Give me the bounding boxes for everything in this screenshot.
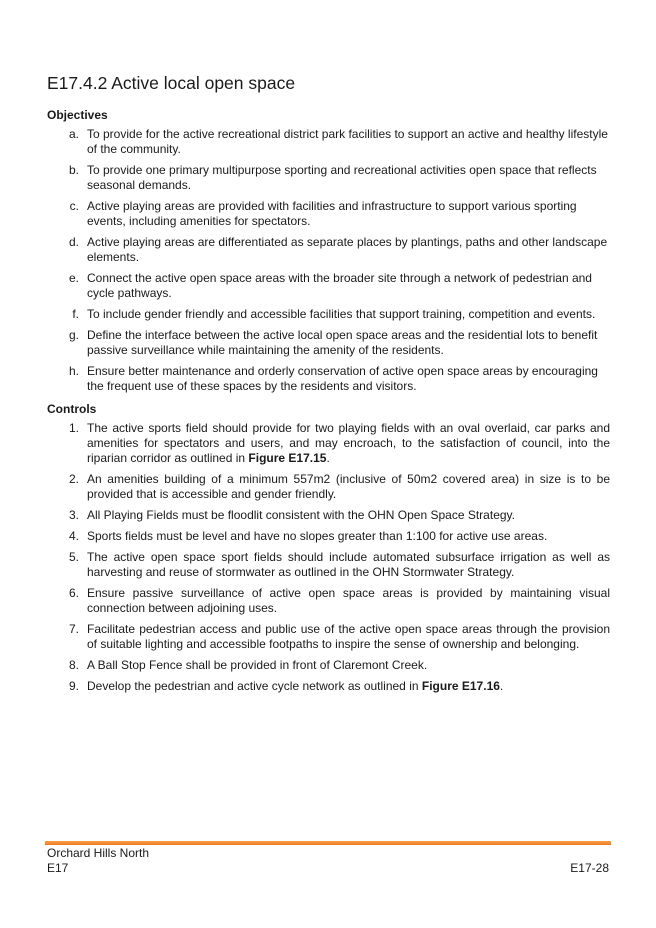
control-marker: 1.: [68, 421, 79, 435]
objective-text: To provide one primary multipurpose sporting and recreational activities open space that reflects seasonal demands.: [87, 163, 597, 192]
objective-marker: c.: [69, 199, 79, 213]
controls-heading: Controls: [47, 402, 97, 416]
control-text: The active open space sport fields should include automated subsurface irrigation as well as harvesting and reuse of stormwater as outlined in the OHN Stormwater Strategy.: [87, 550, 610, 579]
control-item: [47, 508, 610, 523]
objective-marker: f.: [72, 307, 79, 321]
objective-text: To provide for the active recreational district park facilities to support an active and healthy lifestyle of the community.: [87, 127, 608, 156]
control-marker: 7.: [68, 622, 79, 636]
control-marker: 4.: [68, 529, 79, 543]
objective-text: Active playing areas are differentiated as separate places by plantings, paths and other landscape elements.: [87, 235, 608, 264]
objective-marker: d.: [68, 235, 79, 249]
objective-text: Active playing areas are provided with facilities and infrastructure to support various sporting events, including amenities for spectators.: [87, 199, 577, 228]
objective-marker: h.: [68, 364, 79, 378]
objectives-list: [47, 127, 610, 394]
objective-marker: a.: [68, 127, 79, 141]
control-item: [47, 622, 610, 652]
control-item: [47, 658, 610, 673]
page-number: E17-28: [570, 861, 609, 875]
footer-divider: [45, 841, 611, 845]
control-text: Facilitate pedestrian access and public use of the active open space areas through the provision of suitable lighting and accessible footpaths to inspire the sense of ownership and belonging.: [87, 622, 610, 651]
control-item: [47, 529, 610, 544]
control-text: Ensure passive surveillance of active open space areas is provided by maintaining visual connection between adjoining uses.: [87, 586, 610, 615]
objectives-heading: Objectives: [47, 108, 108, 122]
objective-text: Ensure better maintenance and orderly conservation of active open space areas by encouraging the frequent use of these spaces by the residents and visitors.: [87, 364, 598, 393]
objective-item: [47, 127, 610, 157]
control-text: An amenities building of a minimum 557m2 (inclusive of 50m2 covered area) in size is to be provided that is accessible and gender friendly.: [87, 472, 610, 501]
control-text: Develop the pedestrian and active cycle network as outlined in Figure E17.16.: [87, 679, 504, 693]
objective-text: Define the interface between the active local open space areas and the residential lots to benefit passive surveillance while maintaining the amenity of the residents.: [87, 328, 598, 357]
objective-item: [47, 364, 610, 394]
objective-marker: g.: [68, 328, 79, 342]
control-item: [47, 679, 610, 694]
control-item: [47, 586, 610, 616]
figure-reference: Figure E17.16: [421, 679, 500, 693]
control-text: All Playing Fields must be floodlit consistent with the OHN Open Space Strategy.: [87, 508, 515, 522]
objective-item: [47, 199, 610, 229]
controls-list: [47, 421, 610, 694]
control-marker: 2.: [68, 472, 79, 486]
objective-item: [47, 271, 610, 301]
objective-marker: e.: [68, 271, 79, 285]
control-marker: 8.: [68, 658, 79, 672]
footer-section: E17: [47, 861, 69, 875]
control-text: A Ball Stop Fence shall be provided in front of Claremont Creek.: [87, 658, 428, 672]
control-marker: 9.: [68, 679, 79, 693]
control-item: [47, 421, 610, 466]
objective-item: [47, 235, 610, 265]
figure-reference: Figure E17.15: [248, 451, 327, 465]
objective-item: [47, 307, 610, 322]
footer-document-title: Orchard Hills North: [47, 846, 150, 860]
control-marker: 3.: [68, 508, 79, 522]
control-text: Sports fields must be level and have no slopes greater than 1:100 for active use areas.: [87, 529, 548, 543]
objective-text: To include gender friendly and accessible facilities that support training, competition and events.: [87, 307, 596, 321]
control-marker: 5.: [68, 550, 79, 564]
objective-item: [47, 163, 610, 193]
control-marker: 6.: [68, 586, 79, 600]
control-item: [47, 550, 610, 580]
objective-marker: b.: [68, 163, 79, 177]
control-item: [47, 472, 610, 502]
control-text: The active sports field should provide for two playing fields with an oval overlaid, car parks and amenities for spectators and users, and may encroach, to the satisfaction of council, into the riparian corridor as outlined in Figure E17.15.: [87, 421, 610, 465]
section-title: E17.4.2 Active local open space: [47, 73, 296, 93]
objective-item: [47, 328, 610, 358]
objective-text: Connect the active open space areas with the broader site through a network of pedestrian and cycle pathways.: [87, 271, 592, 300]
